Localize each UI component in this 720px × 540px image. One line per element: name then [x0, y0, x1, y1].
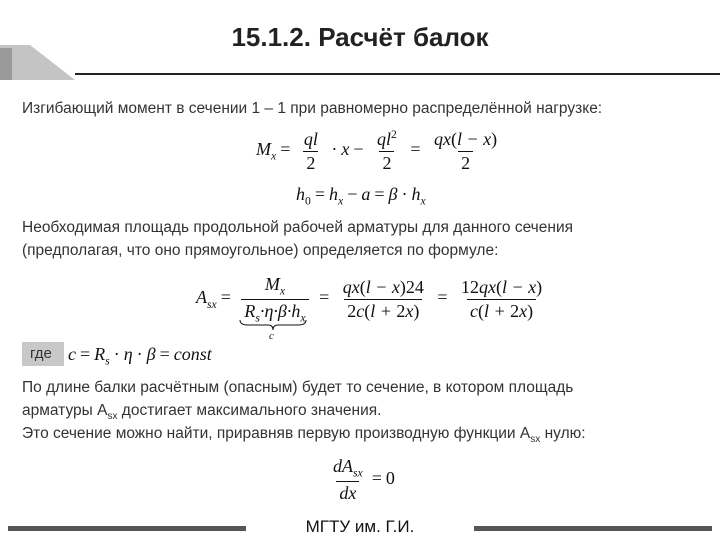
formula-height: $h_0 = h_x - a = \beta \cdot h_x$: [296, 184, 426, 208]
underbrace-c: [238, 319, 308, 341]
paragraph-area-line2: (предполагая, что оно прямоугольное) определяется по формуле:: [22, 242, 499, 259]
paragraph-critical-line3: [22, 422, 702, 451]
title-underline: [75, 73, 720, 75]
svg-text:c: c: [269, 330, 274, 341]
footer-label: МГТУ им. Г.И.: [305, 517, 415, 536]
where-label: где: [30, 345, 52, 362]
text-derivative: Это сечение можно найти, приравняв первую производную функции A: [22, 425, 531, 442]
paragraph-critical-line1: По длине балки расчётным (опасным) будет то сечение, в котором площадь: [22, 379, 574, 396]
formula-moment: $M_x$ = $\frac{ql}{2}$ · x − $\frac{ql^2}{2}$ = $\frac{qx(l - x)}{2}$: [256, 128, 498, 173]
text-zero: нулю:: [540, 425, 586, 442]
paragraph-area-line1: Необходимая площадь продольной рабочей арматуры для данного сечения: [22, 219, 573, 236]
subscript-sx-2: sx: [530, 434, 541, 446]
text-armature: арматуры A: [22, 402, 108, 419]
formula-area: $A_{sx}$ = $\frac{M_x}{R_s\cdot\eta\cdot\beta\cdot h_x}$ = $\frac{qx(l - x)24}{2c(l + 2x)}$ = $\frac{12qx(l - x)}{c(l + 2x)}$: [196, 274, 543, 325]
text-max-value: достигает максимального значения.: [117, 402, 382, 419]
formula-const: $c = R_s \cdot \eta \cdot \beta$ = const: [68, 344, 212, 368]
subscript-sx: sx: [107, 411, 118, 423]
page-title: 15.1.2. Расчёт балок: [231, 22, 489, 52]
formula-derivative: $\frac{dA_{sx}}{dx}$ = 0: [333, 456, 395, 503]
paragraph-bending-moment: Изгибающий момент в сечении 1 – 1 при равномерно распределённой нагрузке:: [22, 100, 603, 117]
